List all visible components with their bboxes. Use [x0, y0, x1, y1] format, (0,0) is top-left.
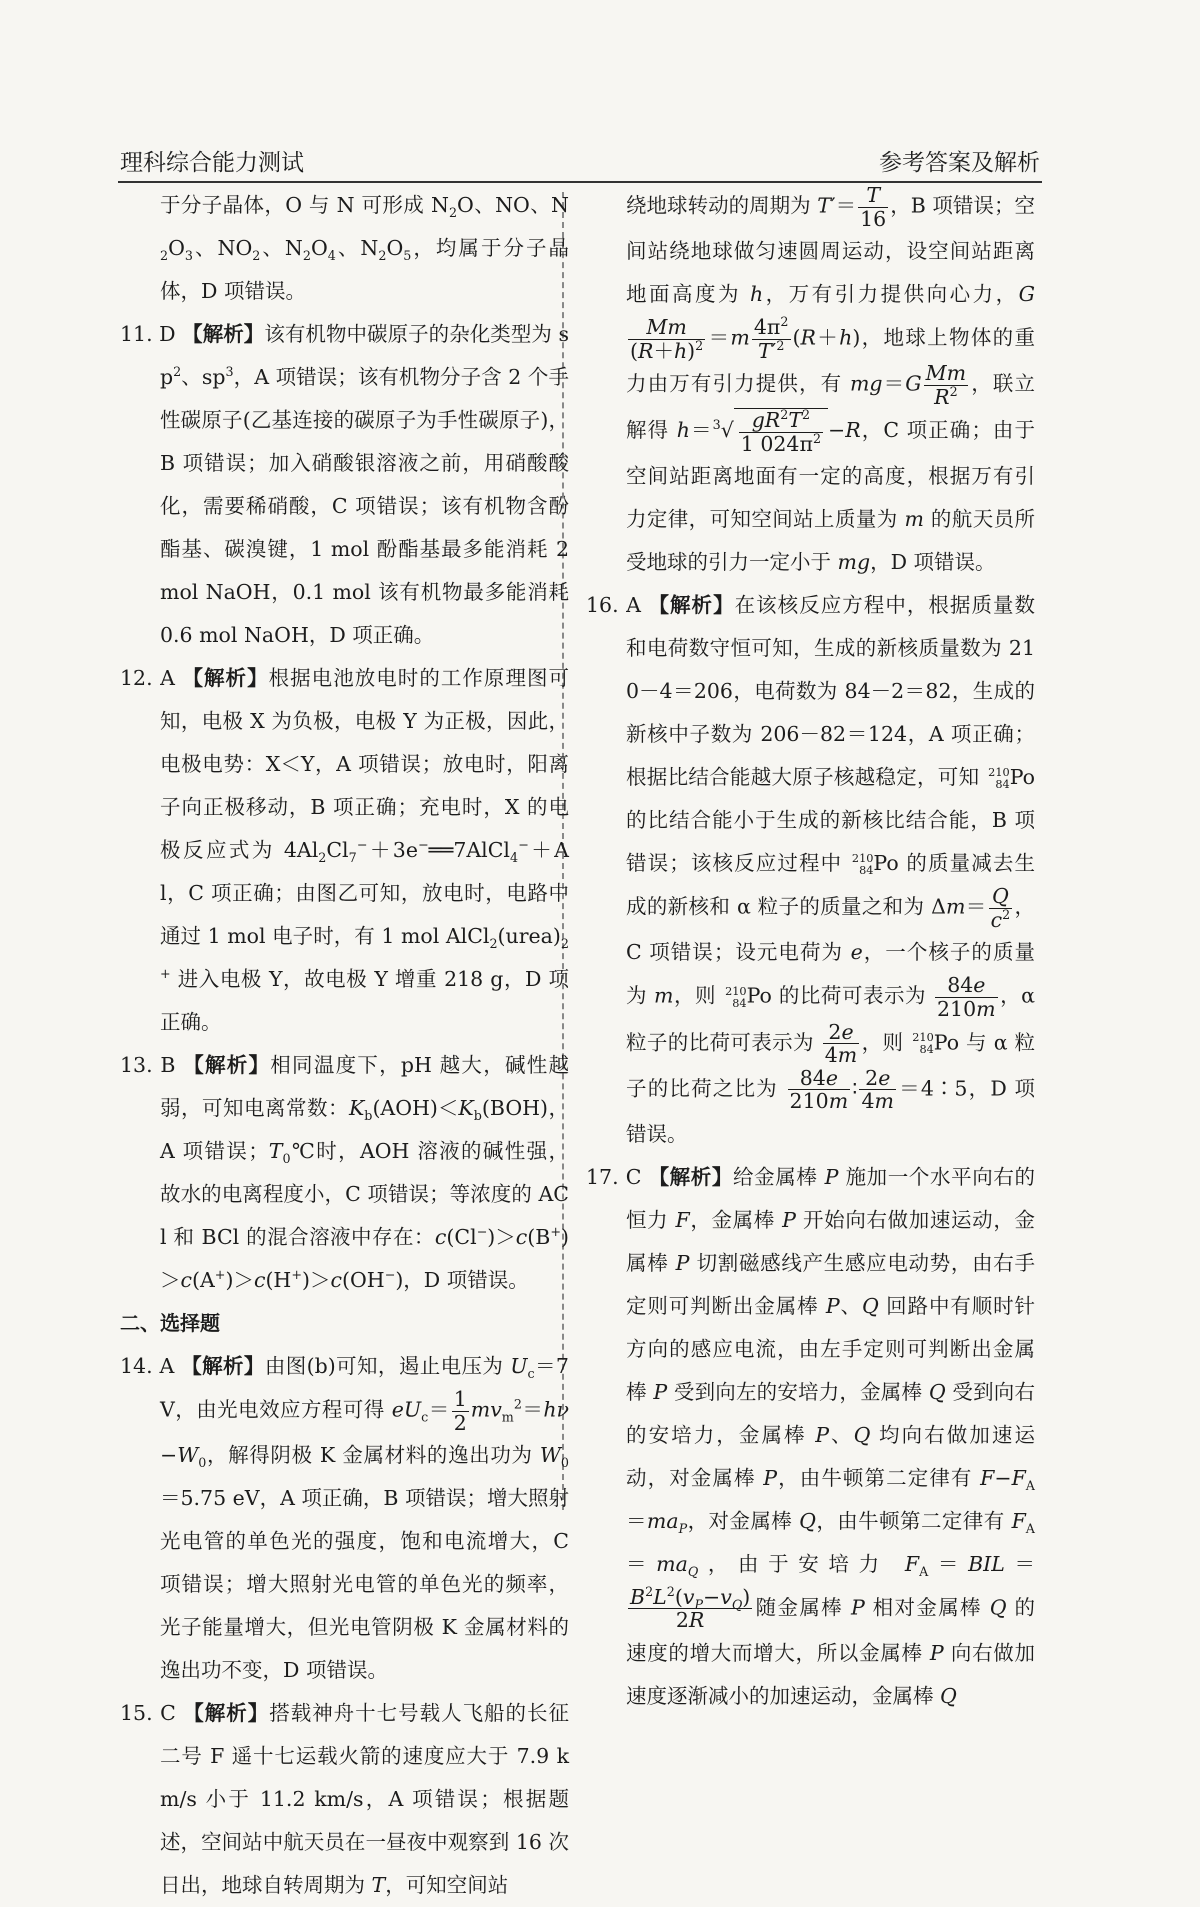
left-column [120, 184, 569, 1907]
answer-13-number: 13. B [120, 1053, 184, 1077]
answer-12-number: 12. A [120, 666, 183, 690]
section-heading: 二、选择题 [120, 1311, 220, 1335]
answer-11: 11. D 【解析】该有机物中碳原子的杂化类型为 $sp^2$、$sp^3$，A 项错误；该有机物分子含 2 个手性碳原子(乙基连接的碳原子为手性碳原子)，B 项错误；加入硝酸银溶液之前，用硝酸酸化，需要稀硝酸，C 项错误；该有机物含酚酯基、碳溴键，1 mol 酚酯基最多能消耗 2 mol NaOH，0.1 mol 该有机物最多能消耗 0.6 mol NaOH，D 项正确。 [120, 322, 569, 647]
right-column [586, 184, 1035, 1718]
answer-15-continuation: 绕地球转动的周期为 T′＝ $\frac{T}{16}$ ，B 项错误；空间站绕地球做匀速圆周运动，设空间站距离地面高度为 h，万有引力提供向心力，G $\frac{Mm}{(R+h)^2}$ ＝m $\frac{4\pi^2}{T'^2}$ (R＋h)，地球上物体的重力由万有引力提供，有 mg＝G $\frac{Mm}{R^2}$ ，联立解得 h＝$^3$√ $\frac{gR^2T^2}{1 024\pi^2}$ −R，C 项正确；由于空间站距离地面有一定的高度，根据万有引力定律，可知空间站上质量为 m 的航天员所受地球的引力一定小于 mg，D 项错误。 [626, 183, 1036, 575]
analysis-tag: 【解析】 [182, 666, 269, 690]
analysis-tag: 【解析】 [648, 1164, 734, 1189]
answer-14: 14. A 【解析】由图(b)可知，遏止电压为 $U_c=7$ V，由光电效应方程可得 $eU_c=$ $\frac{1}{2}$ $mv_m^2=h\nu-W_0$，解得阴极 K 金属材料的逸出功为 $W_0=5.75$ eV，A 项正确，B 项错误；增大照射光电管的单色光的强度，饱和电流增大，C 项错误；增大照射光电管的单色光的频率，光子能量增大，但光电管阴极 K 金属材料的逸出功不变，D 项错误。 [120, 1354, 569, 1683]
answer-17: 17. C 【解析】给金属棒 P 施加一个水平向右的恒力 F，金属棒 P 开始向右做加速运动，金属棒 P 切割磁感线产生感应电动势，由右手定则可判断出金属棒 P、Q 回路中有顺时针方向的感应电流，由左手定则可判断出金属棒 P 受到向左的安培力，金属棒 Q 受到向右的安培力，金属棒 P、Q 均向右做加速运动，对金属棒 P，由牛顿第二定律有 $F-F_A=ma_P$，对金属棒 Q，由牛顿第二定律有 $F_A=ma_Q$，由于安培力 $F_A=BIL=$ $\frac{B^2L^2(v_P-v_Q)}{2R}$ 随金属棒 P 相对金属棒 Q 的速度的增大而增大，所以金属棒 P 向右做加速度逐渐减小的加速运动，金属棒 Q [586, 1164, 1035, 1708]
header-left-title: 理科综合能力测试 [120, 150, 304, 176]
answer-16-number: 16. A [586, 593, 649, 618]
intro-continuation: 于分子晶体，O 与 N 可形成 $N_2O$、NO、$N_2O_3$、$NO_2$、$N_2O_4$、$N_2O_5$，均属于分子晶体，D 项错误。 [160, 193, 570, 303]
analysis-tag: 【解析】 [181, 1354, 265, 1378]
answer-15-number: 15. C [120, 1701, 184, 1726]
analysis-tag: 【解析】 [183, 1053, 271, 1077]
answer-11-number: 11. D [120, 322, 183, 346]
answer-16: 16. A 【解析】在该核反应方程中，根据质量数和电荷数守恒可知，生成的新核质量数为 210－4＝206，电荷数为 84－2＝82，生成的新核中子数为 206－82＝124，A 项正确；根据比结合能越大原子核越稳定，可知 210 84 Po 的比结合能小于生成的新核比结合能，B 项错误；该核反应过程中 210 84 Po 的质量减去生成的新核和 α 粒子的质量之和为 Δm＝ $\frac{Q}{c^2}$ ，C 项错误；设元电荷为 e，一个核子的质量为 m，则 210 84 Po 的比荷可表示为 $\frac{84e}{210m}$ ，α 粒子的比荷可表示为 $\frac{2e}{4m}$ ，则 210 84 Po 与 α 粒子的比荷之比为 $\frac{84e}{210m}$ ∶ $\frac{2e}{4m}$ ＝4∶5，D 项错误。 [586, 593, 1036, 1146]
answer-17-number: 17. C [586, 1164, 649, 1189]
header-rule [118, 181, 1042, 183]
answer-15: 15. C 【解析】搭载神舟十七号载人飞船的长征二号 F 遥十七运载火箭的速度应大于 7.9 km/s 小于 11.2 km/s，A 项错误；根据题述，空间站中航天员在一昼夜中观察到 16 次日出，地球自转周期为 T，可知空间站 [120, 1701, 570, 1898]
analysis-tag: 【解析】 [648, 593, 735, 618]
analysis-tag: 【解析】 [182, 322, 265, 346]
header-right-title: 参考答案及解析 [879, 150, 1040, 176]
answer-13: 13. B 【解析】相同温度下，pH 越大，碱性越弱，可知电离常数：$K_b(AOH)<K_b(BOH)$，A 项错误；$T_0℃$时，AOH 溶液的碱性强，故水的电离程度小，C 项错误；等浓度的 ACl 和 BCl 的混合溶液中存在：c(Cl−)＞c(B+)＞c(A+)＞c(H+)＞c(OH−)，D 项错误。 [120, 1053, 570, 1292]
answer-12: 12. A 【解析】根据电池放电时的工作原理图可知，电极 X 为负极，电极 Y 为正极，因此，电极电势：X＜Y，A 项错误；放电时，阳离子向正极移动，B 项正确；充电时，X 的电极反应式为 $4Al_2Cl_7^-+3e^-══7AlCl_4^-+Al$，C 项正确；由图乙可知，放电时，电路中通过 1 mol 电子时，有 1 mol $AlCl_2(urea)_2^+$ 进入电极 Y，故电极 Y 增重 218 g，D 项正确。 [120, 666, 569, 1034]
analysis-tag: 【解析】 [183, 1701, 270, 1726]
answer-14-number: 14. A [120, 1354, 182, 1378]
